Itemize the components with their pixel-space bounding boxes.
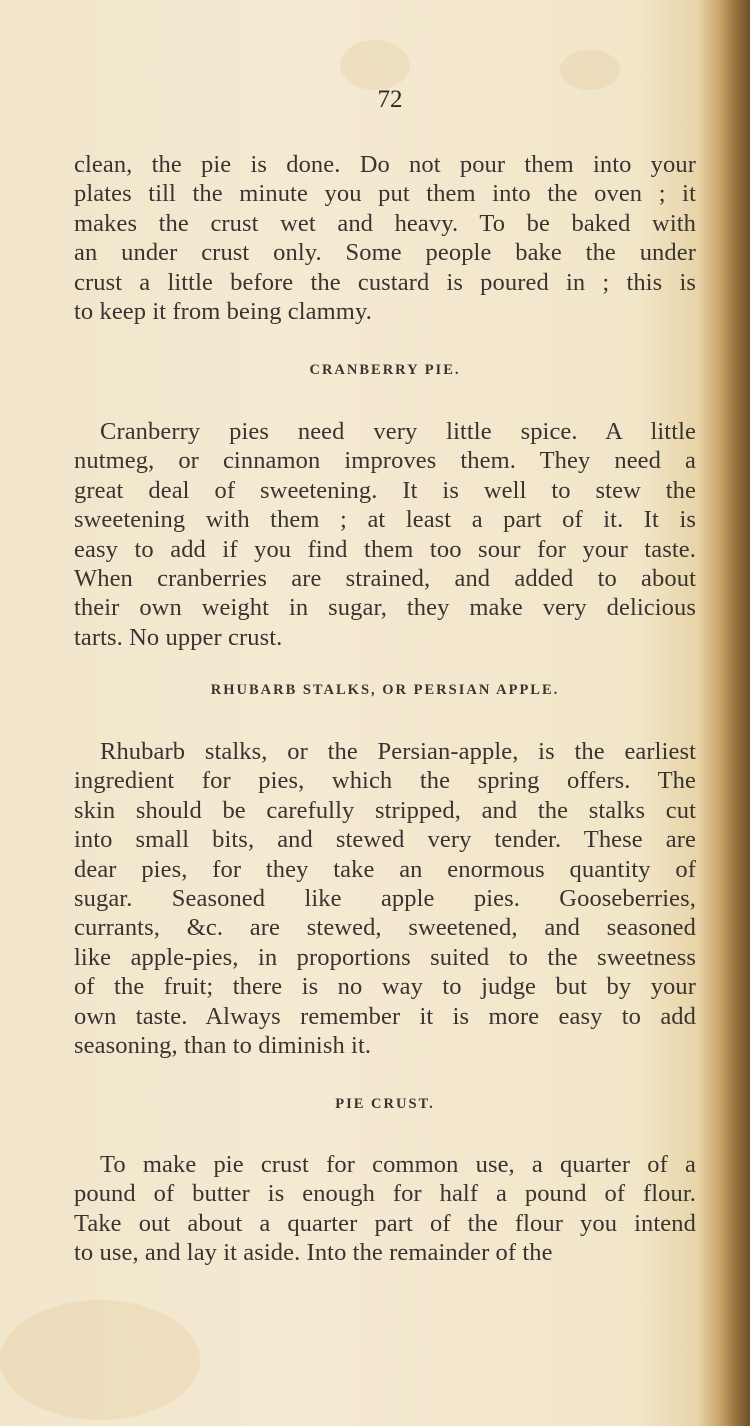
text-line: skin should be carefully stripped, and the stalks cut xyxy=(74,796,696,824)
text-line: crust a little before the custard is poured in ; this is xyxy=(74,268,696,296)
text-line: like apple-pies, in proportions suited to the sweetness xyxy=(74,943,696,971)
text-line: currants, &c. are stewed, sweetened, and seasoned xyxy=(74,914,696,942)
text-line: easy to add if you find them too sour for your taste. xyxy=(74,535,696,563)
paper-stain xyxy=(560,50,620,90)
text-line: into small bits, and stewed very tender. These are xyxy=(74,826,696,854)
text-line: of the fruit; there is no way to judge but by your xyxy=(74,973,696,1001)
text-line: ingredient for pies, which the spring offers. The xyxy=(74,767,696,795)
section-heading-rhubarb-stalks-or-persian-apple: RHUBARB STALKS, OR PERSIAN APPLE. xyxy=(210,682,560,698)
text-line: clean, the pie is done. Do not pour them into your xyxy=(74,151,696,178)
text-line: plates till the minute you put them into the oven ; it xyxy=(74,180,696,208)
text-line: To make pie crust for common use, a quarter of a xyxy=(100,1151,696,1178)
text-line: pound of butter is enough for half a pound of flour. xyxy=(74,1180,696,1208)
text-line: their own weight in sugar, they make very delicious xyxy=(74,594,696,622)
text-line: nutmeg, or cinnamon improves them. They need a xyxy=(74,447,696,475)
text-line: sweetening with them ; at least a part of it. It is xyxy=(74,506,696,534)
text-line: makes the crust wet and heavy. To be baked with xyxy=(74,209,696,237)
text-line: sugar. Seasoned like apple pies. Gooseberries, xyxy=(74,884,696,912)
page-number: 72 xyxy=(377,86,403,113)
text-line: own taste. Always remember it is more easy to add xyxy=(74,1002,696,1030)
text-line: Take out about a quarter part of the flour you intend xyxy=(74,1209,696,1237)
text-line: to keep it from being clammy. xyxy=(74,297,372,325)
paragraph xyxy=(74,417,696,652)
paragraph xyxy=(74,150,696,326)
section-heading-cranberry-pie: CRANBERRY PIE. xyxy=(309,362,461,378)
text-line: When cranberries are strained, and added to about xyxy=(74,564,696,592)
text-line: an under crust only. Some people bake the under xyxy=(74,239,696,267)
paragraph xyxy=(74,737,696,1060)
text-line: tarts. No upper crust. xyxy=(74,623,283,651)
paper-stain xyxy=(0,1300,200,1420)
text-line: Rhubarb stalks, or the Persian-apple, is the earliest xyxy=(100,738,696,765)
text-line: Cranberry pies need very little spice. A little xyxy=(100,418,696,445)
section-heading-pie-crust: PIE CRUST. xyxy=(335,1096,435,1112)
text-line: great deal of sweetening. It is well to stew the xyxy=(74,476,696,504)
text-line: seasoning, than to diminish it. xyxy=(74,1031,372,1059)
paragraph xyxy=(74,1150,696,1268)
paper-stain xyxy=(340,40,410,90)
text-line: to use, and lay it aside. Into the remainder of the xyxy=(74,1239,553,1267)
text-line: dear pies, for they take an enormous quantity of xyxy=(74,855,696,883)
